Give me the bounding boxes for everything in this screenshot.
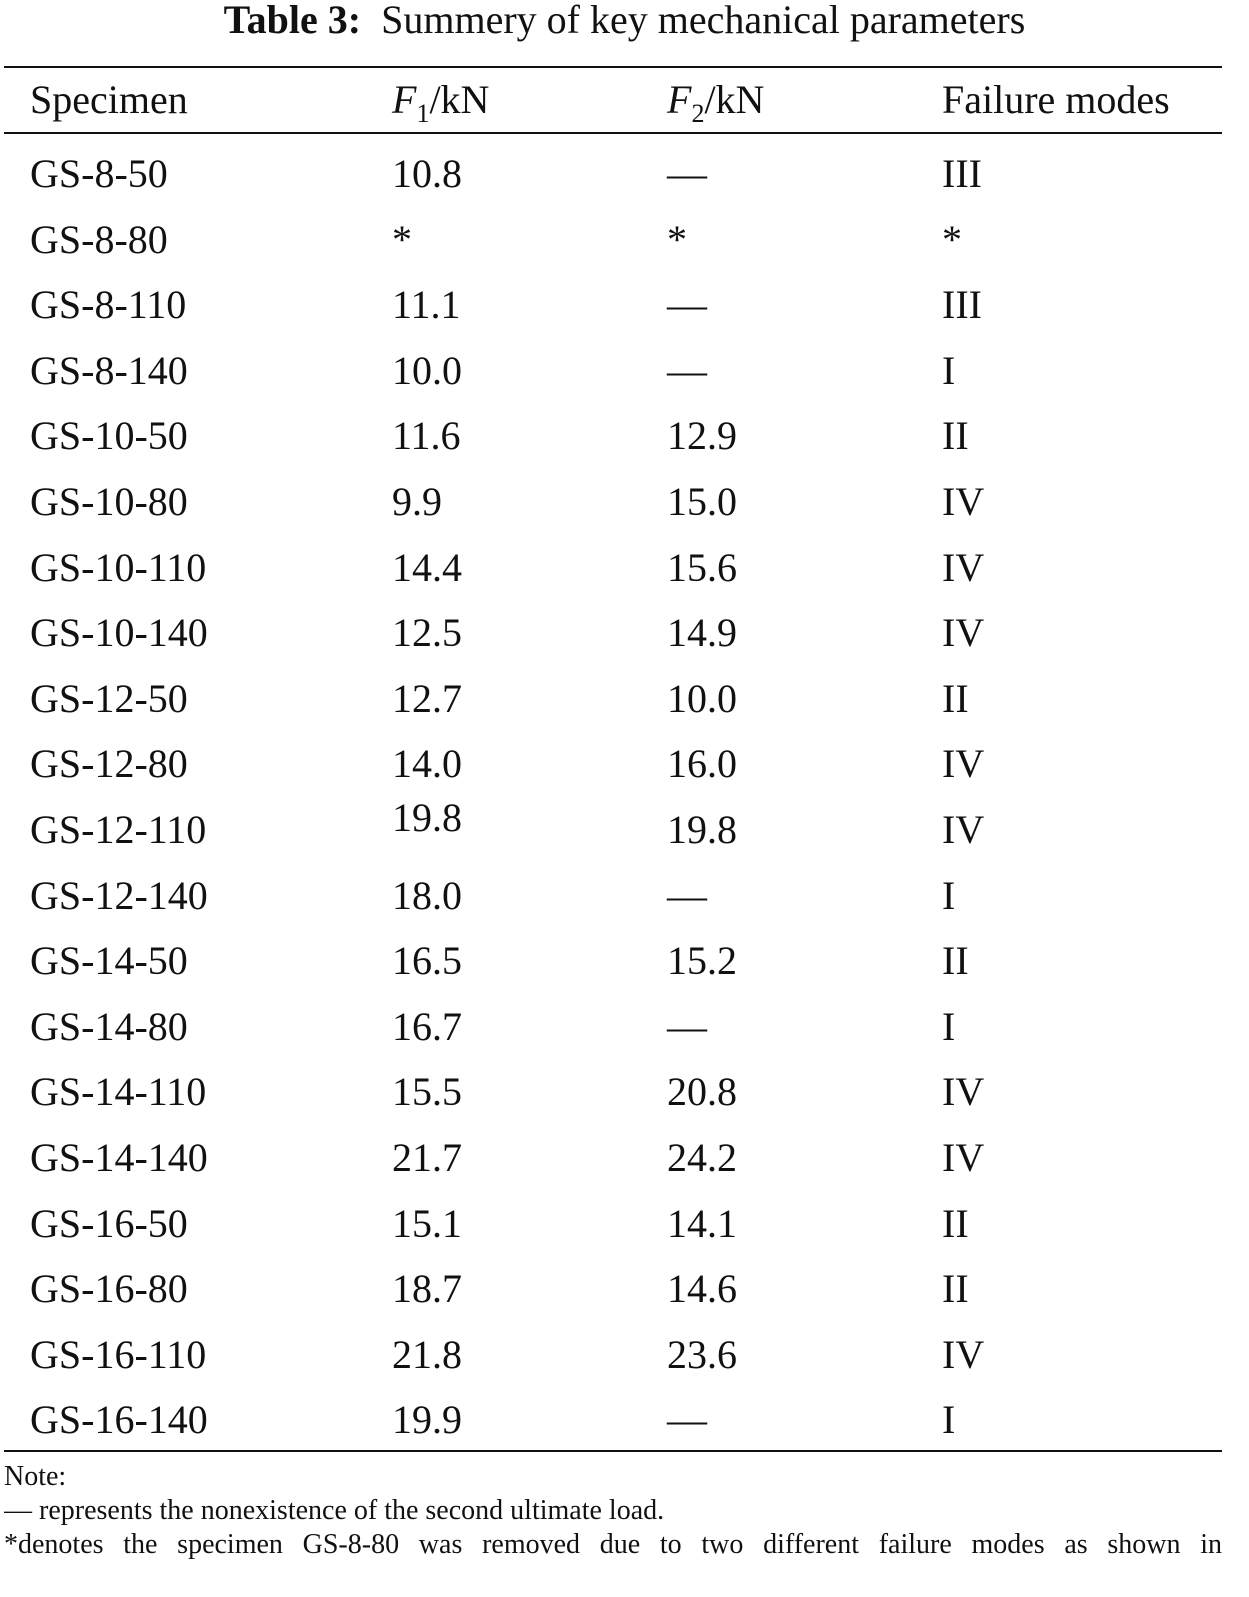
table-row [0, 272, 1249, 338]
cell-f2: * [667, 216, 687, 262]
cell-specimen: GS-14-50 [30, 938, 188, 984]
cell-failure-mode: IV [942, 741, 985, 787]
cell-f2: 24.2 [667, 1134, 737, 1180]
header-f2 [667, 68, 764, 132]
header-f2-symbol: F [667, 77, 692, 122]
cell-failure-mode: IV [942, 1134, 985, 1180]
cell-failure-mode: I [942, 347, 956, 393]
cell-f2: — [667, 347, 707, 393]
table-row [0, 600, 1249, 666]
cell-failure-mode: IV [942, 610, 985, 656]
cell-f2: 15.0 [667, 478, 737, 524]
table-caption [0, 0, 1249, 44]
cell-f1: 21.7 [392, 1134, 462, 1180]
cell-f1: * [392, 216, 412, 262]
cell-specimen: GS-12-80 [30, 741, 188, 787]
table-row [0, 1387, 1249, 1453]
table-row [0, 666, 1249, 732]
cell-failure-mode: II [942, 675, 969, 721]
header-f1-symbol: F [392, 77, 417, 122]
table-row [0, 794, 1249, 863]
cell-specimen: GS-16-110 [30, 1331, 207, 1377]
cell-f2: — [667, 282, 707, 328]
cell-specimen: GS-16-50 [30, 1200, 188, 1246]
cell-f2: 16.0 [667, 741, 737, 787]
table-caption-label: Table 3: [223, 0, 362, 42]
cell-failure-mode: II [942, 1200, 969, 1246]
cell-specimen: GS-10-50 [30, 413, 188, 459]
note-asterisk-explanation: *denotes the specimen GS-8-80 was removed due to two different failure modes as shown in [4, 1529, 1222, 1560]
cell-specimen: GS-8-50 [30, 151, 168, 196]
cell-failure-mode: * [942, 216, 962, 262]
cell-f2: — [667, 151, 707, 196]
cell-f2: 10.0 [667, 675, 737, 721]
cell-specimen: GS-16-80 [30, 1266, 188, 1312]
header-f1-unit: /kN [429, 77, 490, 122]
header-failure-modes: Failure modes [942, 77, 1170, 122]
table-row [0, 994, 1249, 1060]
table-caption-text: Summery of key mechanical parameters [381, 0, 1026, 42]
cell-f2: 20.8 [667, 1069, 737, 1115]
table-row [0, 1191, 1249, 1257]
table-row [0, 1125, 1249, 1191]
cell-f2: 19.8 [667, 806, 737, 852]
table-row [0, 1322, 1249, 1388]
table-row [0, 141, 1249, 207]
header-f2-subscript: 2 [691, 99, 705, 128]
cell-f1: 18.7 [392, 1266, 462, 1312]
table-row [0, 535, 1249, 601]
table-row [0, 403, 1249, 469]
cell-failure-mode: IV [942, 544, 985, 590]
note-heading: Note: [4, 1461, 67, 1492]
cell-specimen: GS-10-80 [30, 478, 188, 524]
cell-f2: 14.9 [667, 610, 737, 656]
cell-f1: 18.0 [392, 872, 462, 918]
cell-f1: 21.8 [392, 1331, 462, 1377]
cell-f1: 16.7 [392, 1003, 462, 1049]
table-header-row [0, 68, 1249, 132]
cell-f1: 11.6 [392, 413, 461, 459]
cell-f1: 12.5 [392, 610, 462, 656]
table-body [0, 141, 1249, 1453]
cell-f2: 14.6 [667, 1266, 737, 1312]
table-row [0, 469, 1249, 535]
table-notes [4, 1460, 1222, 1562]
cell-specimen: GS-10-140 [30, 610, 208, 656]
cell-specimen: GS-16-140 [30, 1397, 208, 1443]
table-row [0, 1059, 1249, 1125]
note-dash-explanation: — represents the nonexistence of the second ultimate load. [4, 1495, 665, 1526]
cell-f1: 12.7 [392, 675, 462, 721]
cell-specimen: GS-12-110 [30, 806, 207, 852]
cell-f1: 10.0 [392, 347, 462, 393]
cell-f1: 11.1 [392, 282, 461, 328]
cell-failure-mode: II [942, 938, 969, 984]
cell-failure-mode: IV [942, 1331, 985, 1377]
cell-f2: 12.9 [667, 413, 737, 459]
table-row [0, 1256, 1249, 1322]
cell-f1: 14.4 [392, 544, 462, 590]
cell-failure-mode: IV [942, 806, 985, 852]
cell-f1: 15.1 [392, 1200, 462, 1246]
cell-failure-mode: IV [942, 1069, 985, 1115]
cell-failure-mode: II [942, 1266, 969, 1312]
cell-failure-mode: II [942, 413, 969, 459]
cell-f1: 19.8 [392, 794, 462, 840]
cell-specimen: GS-12-50 [30, 675, 188, 721]
table-row [0, 207, 1249, 273]
cell-f2: — [667, 1003, 707, 1049]
table-row [0, 863, 1249, 929]
cell-failure-mode: III [942, 282, 982, 328]
cell-specimen: GS-12-140 [30, 872, 208, 918]
header-f1-subscript: 1 [416, 99, 430, 128]
cell-failure-mode: IV [942, 478, 985, 524]
cell-failure-mode: III [942, 151, 982, 196]
table-row [0, 338, 1249, 404]
cell-specimen: GS-8-80 [30, 216, 168, 262]
cell-f2: — [667, 872, 707, 918]
cell-f1: 19.9 [392, 1397, 462, 1443]
table-bottom-rule [4, 1450, 1222, 1452]
cell-f1: 15.5 [392, 1069, 462, 1115]
cell-f1: 9.9 [392, 478, 442, 524]
table-row [0, 928, 1249, 994]
cell-specimen: GS-8-140 [30, 347, 188, 393]
cell-specimen: GS-14-110 [30, 1069, 207, 1115]
header-f2-unit: /kN [704, 77, 765, 122]
cell-f2: 23.6 [667, 1331, 737, 1377]
cell-f1: 14.0 [392, 741, 462, 787]
cell-specimen: GS-14-80 [30, 1003, 188, 1049]
header-f1 [392, 68, 489, 132]
cell-f2: 14.1 [667, 1200, 737, 1246]
cell-failure-mode: I [942, 872, 956, 918]
cell-f1: 10.8 [392, 151, 462, 196]
cell-failure-mode: I [942, 1003, 956, 1049]
cell-f2: — [667, 1397, 707, 1443]
cell-specimen: GS-14-140 [30, 1134, 208, 1180]
cell-failure-mode: I [942, 1397, 956, 1443]
cell-f2: 15.2 [667, 938, 737, 984]
header-specimen: Specimen [30, 77, 188, 122]
cell-specimen: GS-10-110 [30, 544, 207, 590]
cell-f2: 15.6 [667, 544, 737, 590]
table-header-rule [4, 132, 1222, 134]
cell-f1: 16.5 [392, 938, 462, 984]
table-row [0, 731, 1249, 797]
cell-specimen: GS-8-110 [30, 282, 187, 328]
